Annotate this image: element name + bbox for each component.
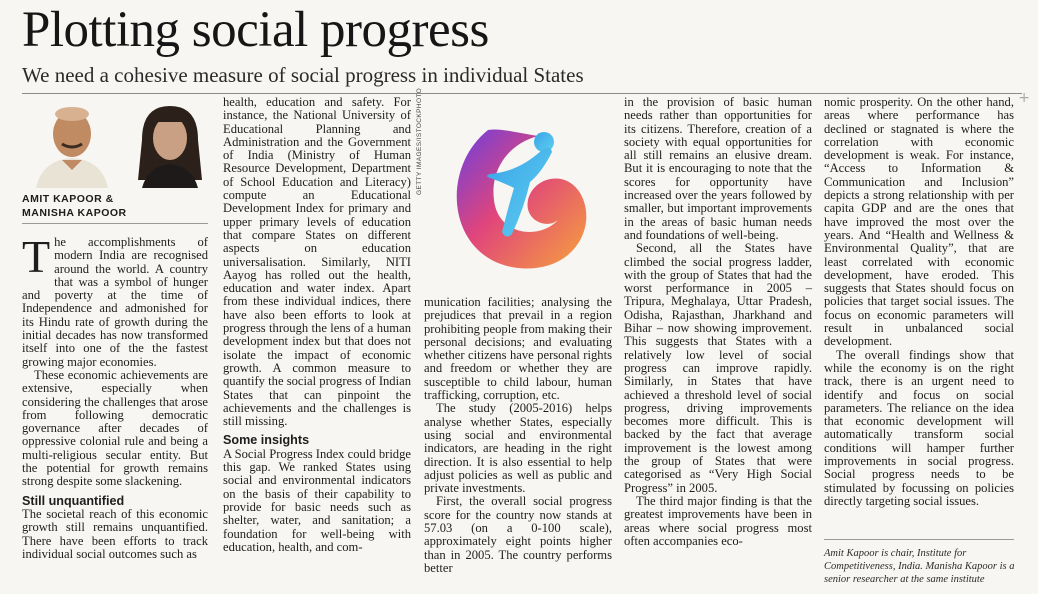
author-photo-manisha [138,106,202,188]
crop-mark-icon: + [1018,90,1030,106]
column-4 [624,96,812,548]
drop-cap: T [22,231,51,282]
paragraph: The third major finding is that the greatest improvements have been in areas where social progress most often accompanies eco- [624,493,812,548]
byline-rule [22,223,208,224]
paragraph: in the provision of basic human needs rather than opportunities for its citizens. Therefore, creation of a society with equal opportunities for all still remains an elusive dream. But it is encouraging to note that the scores for opportunity have increased over the years followed by smaller, but important improvements in the areas of basic human needs and foundations of well-being. [624,95,812,242]
paragraph: nomic prosperity. On the other hand, areas where performance has declined or stagnated is where the correlation with economic development is weak. For instance, “Access to Information & Communication and Inclusion” depicts a strong relationship with per capita GDP and are the ones that have improved the most over the years. And “Health and Wellness & Environmental Quality”, that are least correlated with economic development, have eroded. This suggests that States should focus on policies that target social issues. The focus on economic parameters will result in unbalanced social development. [824,95,1014,349]
column-5 [824,96,1014,508]
subheadline: We need a cohesive measure of social progress in individual States [22,63,584,87]
author-byline [22,192,127,220]
paragraph: munication facilities; analysing the prejudices that prevail in a region prohibiting people from making their personal decisions; and evaluating whether citizens have personal rights and freedom or whether they are susceptible to child labour, human trafficking, corruption, etc. [424,295,612,403]
column-1 [22,231,208,561]
paragraph: The accomplishments of modern India are recognised around the world. A country that was a symbol of hunger and poverty at the time of Independence and admonished for its Hindu rate of growth during the initial decades has now transformed itself into one of the the fastest growing major economies. [22,231,208,369]
social-progress-illustration [428,100,610,290]
author-bio: Amit Kapoor is chair, Institute for Competitiveness, India. Manisha Kapoor is a senior researcher at the same institute [824,548,1015,585]
author-2: MANISHA KAPOOR [22,207,127,219]
paragraph: First, the overall social progress score for the country now stands at 57.03 (on a 0-100 scale), approximately eight points higher than in 2005. The country performs better [424,494,612,575]
author-photo-amit [36,107,108,188]
author-1: AMIT KAPOOR & [22,193,114,205]
headline: Plotting social progress [22,2,489,58]
paragraph: The overall findings show that while the economy is on the right track, there is an urgent need to identify and focus on social parameters. The reliance on the idea that economic development will automatically transform social conditions will hamper further improvements in social progress. Social progress needs to be stimulated by focussing on policies directly targeting social issues. [824,347,1014,508]
paragraph: A Social Progress Index could bridge this gap. We ranked States using social and environmental indicators on the basis of their capability to provide for basic needs such as shelter, water, and sanitation; a foundation for well-being with education, health, and com- [223,446,411,554]
paragraph: These economic achievements are extensive, especially when considering the challenges that arose from following democratic governance after decades of oppressive colonial rule and being a multi-religious secular entity. But the potential for growth remains strong despite some slackening. [22,367,208,489]
column-2 [223,96,411,554]
bio-rule [824,539,1014,540]
column-3 [424,296,612,575]
paragraph: The societal reach of this economic growth still remains unquantified. There have been efforts to track individual social outcomes such as [22,506,208,561]
section-heading: Still unquantified [22,493,125,508]
paragraph: health, education and safety. For instance, the National University of Educational Planning and Administration and the Government of India (Ministry of Human Resource Development, Department of School Education and Literacy) compute an Educational Development Index for primary and upper primary levels of education that compare States on different aspects on education universalisation. Similarly, NITI Aayog has rolled out the health, education and water index. Apart from these individual indices, there have also been efforts to look at progress through the lens of a human development index but that does not isolate the impact of economic growth. A common measure to quantify the social progress of Indian States that can pinpoint the achievements and the challenges is still missing. [223,95,411,429]
paragraph: Second, all the States have climbed the social progress ladder, with the group of States that had the worst performance in 2005 – Tripura, Meghalaya, Uttar Pradesh, Odisha, Rajasthan, Jharkhand and Bihar – now showing improvement. This suggests that States with a relatively low level of social progress can improve rapidly. Similarly, in States that have achieved a threshold level of social progress, driving improvements becomes more difficult. This is backed by the fact that average improvement is the lowest among the group of States that were categorised as “Very High Social Progress” in 2005. [624,241,812,495]
header-rule [22,93,1022,94]
section-heading: Some insights [223,433,310,448]
author-photos [22,100,208,188]
photo-credit: GETTY IMAGES/ISTOCKPHOTO [416,87,423,195]
paragraph: The study (2005-2016) helps analyse whether States, especially using social and environmental indicators, are heading in the right direction. It is also essential to help adjust policies as well as public and private investments. [424,401,612,496]
